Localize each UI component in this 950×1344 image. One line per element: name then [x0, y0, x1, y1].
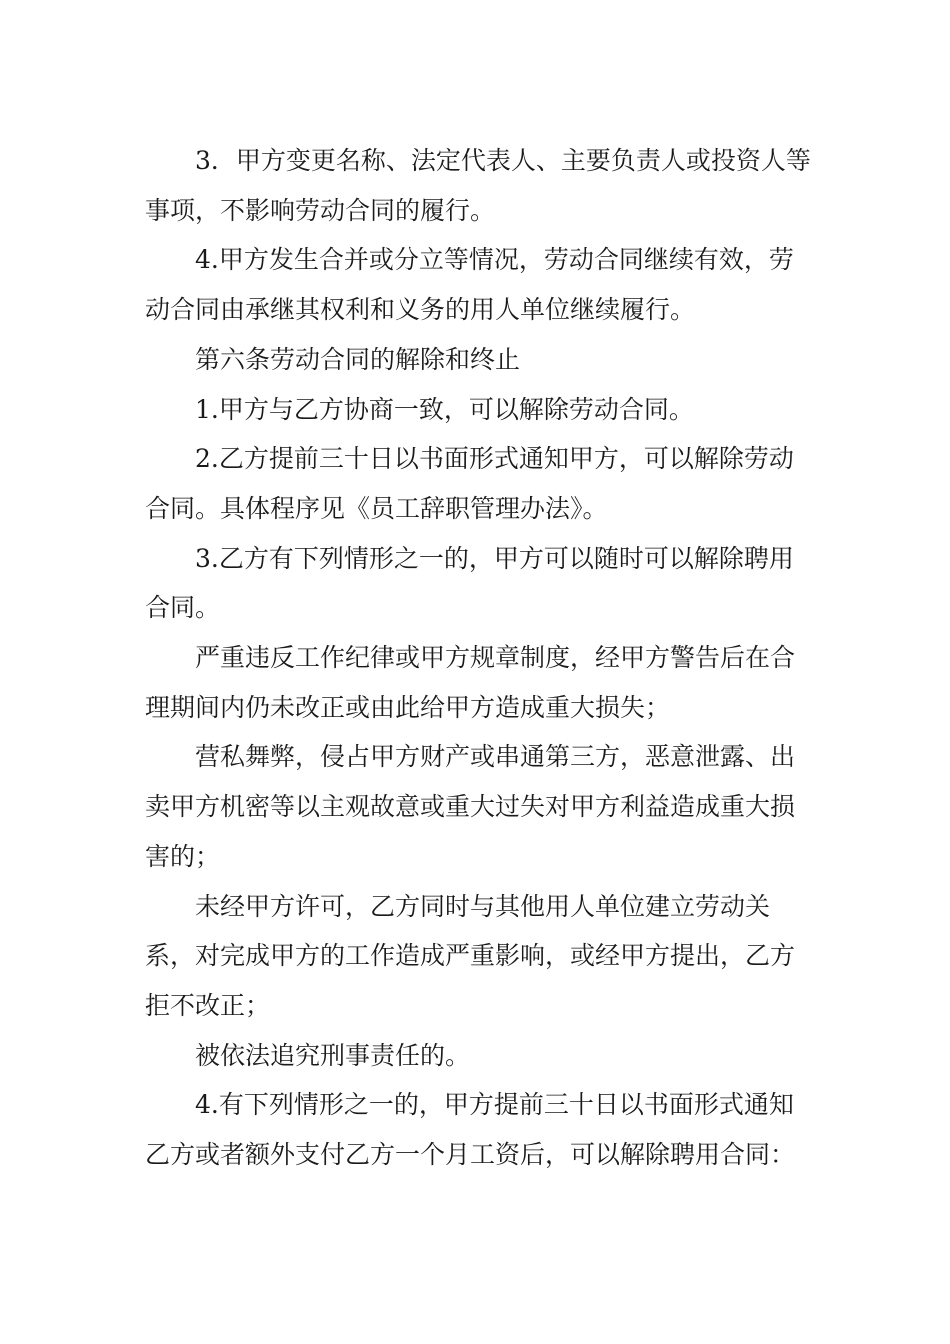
- document-body: [145, 136, 815, 1180]
- paragraph-clause-criminal: 被依法追究刑事责任的。: [195, 1040, 471, 1070]
- paragraph-article6-item2: 2.乙方提前三十日以书面形式通知甲方，可以解除劳动合同。具体程序见《员工辞职管理办法》。: [145, 444, 794, 523]
- section-heading-article6: 第六条劳动合同的解除和终止: [195, 344, 521, 374]
- paragraph-clause-discipline: 严重违反工作纪律或甲方规章制度，经甲方警告后在合理期间内仍未改正或由此给甲方造成重大损失；: [145, 643, 796, 722]
- paragraph-article6-item3: 3.乙方有下列情形之一的，甲方可以随时可以解除聘用合同。: [145, 543, 794, 623]
- paragraph-article5-item3: 3．甲方变更名称、法定代表人、主要负责人或投资人等事项，不影响劳动合同的履行。: [145, 146, 811, 225]
- paragraph-article6-item1: 1.甲方与乙方协商一致，可以解除劳动合同。: [195, 394, 694, 424]
- paragraph-article5-item4: 4.甲方发生合并或分立等情况，劳动合同继续有效，劳动合同由承继其权利和义务的用人单位继续履行。: [145, 245, 794, 325]
- paragraph-clause-dual-employment: 未经甲方许可，乙方同时与其他用人单位建立劳动关系，对完成甲方的工作造成严重影响，或经甲方提出，乙方拒不改正；: [145, 891, 796, 1020]
- paragraph-article6-item4: 4.有下列情形之一的，甲方提前三十日以书面形式通知乙方或者额外支付乙方一个月工资后，可以解除聘用合同：: [145, 1090, 796, 1170]
- paragraph-clause-fraud: 营私舞弊，侵占甲方财产或串通第三方，恶意泄露、出卖甲方机密等以主观故意或重大过失对甲方利益造成重大损害的；: [145, 742, 796, 871]
